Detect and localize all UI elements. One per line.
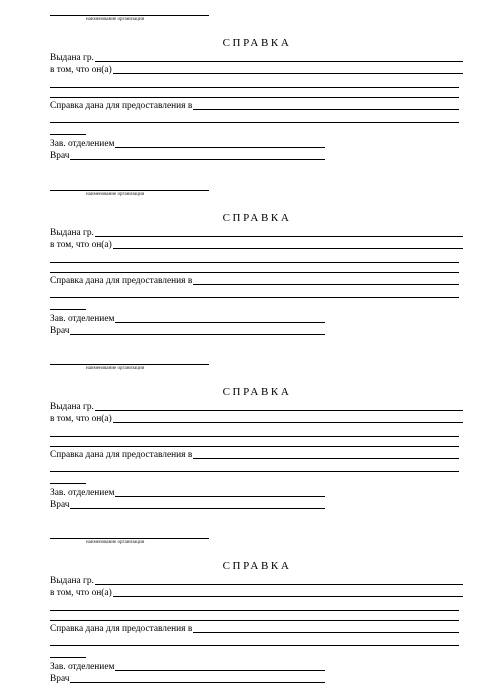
date-line[interactable] xyxy=(50,134,86,135)
head-of-department-label: Зав. отделением xyxy=(50,662,115,672)
that-label: в том, что он(а) xyxy=(50,588,112,598)
issued-to-row xyxy=(50,52,463,64)
head-of-department-signature[interactable] xyxy=(115,147,325,148)
purpose-label: Справка дана для предоставления в xyxy=(50,624,193,634)
head-row xyxy=(50,313,325,325)
purpose-field[interactable] xyxy=(193,458,459,459)
doctor-signature[interactable] xyxy=(70,508,325,509)
doctor-label: Врач xyxy=(50,674,70,684)
that-field[interactable] xyxy=(113,248,463,249)
issued-to-row xyxy=(50,401,463,413)
doctor-row xyxy=(50,325,325,337)
that-field[interactable] xyxy=(113,596,463,597)
head-of-department-label: Зав. отделением xyxy=(50,488,115,498)
that-label: в том, что он(а) xyxy=(50,240,112,250)
doctor-label: Врач xyxy=(50,151,70,161)
doctor-label: Врач xyxy=(50,326,70,336)
certificate-form-1 xyxy=(0,0,487,174)
that-field[interactable] xyxy=(113,422,463,423)
that-label: в том, что он(а) xyxy=(50,65,112,75)
certificate-form-2 xyxy=(0,175,487,349)
blank-line[interactable] xyxy=(50,122,459,123)
certificate-form-3 xyxy=(0,349,487,523)
issued-to-label: Выдана гр. xyxy=(50,576,94,586)
organization-name-line[interactable] xyxy=(50,364,209,365)
issued-to-label: Выдана гр. xyxy=(50,53,94,63)
issued-to-field[interactable] xyxy=(95,410,463,411)
doctor-signature[interactable] xyxy=(70,159,325,160)
doctor-row xyxy=(50,150,325,162)
issued-to-field[interactable] xyxy=(95,61,463,62)
that-row xyxy=(50,239,463,251)
issued-to-field[interactable] xyxy=(95,236,463,237)
doctor-label: Врач xyxy=(50,500,70,510)
blank-line[interactable] xyxy=(50,645,459,646)
certificate-title: СПРАВКА xyxy=(222,212,292,224)
purpose-row xyxy=(50,275,459,287)
blank-line[interactable] xyxy=(50,446,459,447)
head-row xyxy=(50,487,325,499)
date-line[interactable] xyxy=(50,309,86,310)
that-row xyxy=(50,413,463,425)
purpose-label: Справка дана для предоставления в xyxy=(50,276,193,286)
organization-caption: наименование организации xyxy=(86,366,145,371)
date-line[interactable] xyxy=(50,483,86,484)
blank-line[interactable] xyxy=(50,87,459,88)
blank-line[interactable] xyxy=(50,297,459,298)
blank-line[interactable] xyxy=(50,97,459,98)
certificate-title: СПРАВКА xyxy=(222,560,292,572)
issued-to-row xyxy=(50,575,463,587)
certificate-form-4 xyxy=(0,523,487,697)
issued-to-row xyxy=(50,227,463,239)
certificate-title: СПРАВКА xyxy=(222,37,292,49)
date-line[interactable] xyxy=(50,657,86,658)
organization-caption: наименование организации xyxy=(86,192,145,197)
issued-to-field[interactable] xyxy=(95,584,463,585)
purpose-row xyxy=(50,449,459,461)
purpose-row xyxy=(50,623,459,635)
purpose-label: Справка дана для предоставления в xyxy=(50,101,193,111)
organization-caption: наименование организации xyxy=(86,17,145,22)
purpose-label: Справка дана для предоставления в xyxy=(50,450,193,460)
purpose-field[interactable] xyxy=(193,284,459,285)
blank-line[interactable] xyxy=(50,610,459,611)
purpose-row xyxy=(50,100,459,112)
that-label: в том, что он(а) xyxy=(50,414,112,424)
that-row xyxy=(50,64,463,76)
that-field[interactable] xyxy=(113,73,463,74)
blank-line[interactable] xyxy=(50,436,459,437)
head-row xyxy=(50,138,325,150)
certificate-title: СПРАВКА xyxy=(222,386,292,398)
doctor-signature[interactable] xyxy=(70,682,325,683)
organization-name-line[interactable] xyxy=(50,15,209,16)
head-of-department-signature[interactable] xyxy=(115,496,325,497)
organization-name-line[interactable] xyxy=(50,190,209,191)
head-row xyxy=(50,661,325,673)
issued-to-label: Выдана гр. xyxy=(50,402,94,412)
blank-line[interactable] xyxy=(50,471,459,472)
blank-line[interactable] xyxy=(50,272,459,273)
blank-line[interactable] xyxy=(50,262,459,263)
that-row xyxy=(50,587,463,599)
head-of-department-label: Зав. отделением xyxy=(50,314,115,324)
doctor-row xyxy=(50,499,325,511)
organization-caption: наименование организации xyxy=(86,540,145,545)
head-of-department-signature[interactable] xyxy=(115,322,325,323)
organization-name-line[interactable] xyxy=(50,538,209,539)
issued-to-label: Выдана гр. xyxy=(50,228,94,238)
head-of-department-label: Зав. отделением xyxy=(50,139,115,149)
blank-line[interactable] xyxy=(50,620,459,621)
doctor-signature[interactable] xyxy=(70,334,325,335)
doctor-row xyxy=(50,673,325,685)
purpose-field[interactable] xyxy=(193,109,459,110)
head-of-department-signature[interactable] xyxy=(115,670,325,671)
purpose-field[interactable] xyxy=(193,632,459,633)
